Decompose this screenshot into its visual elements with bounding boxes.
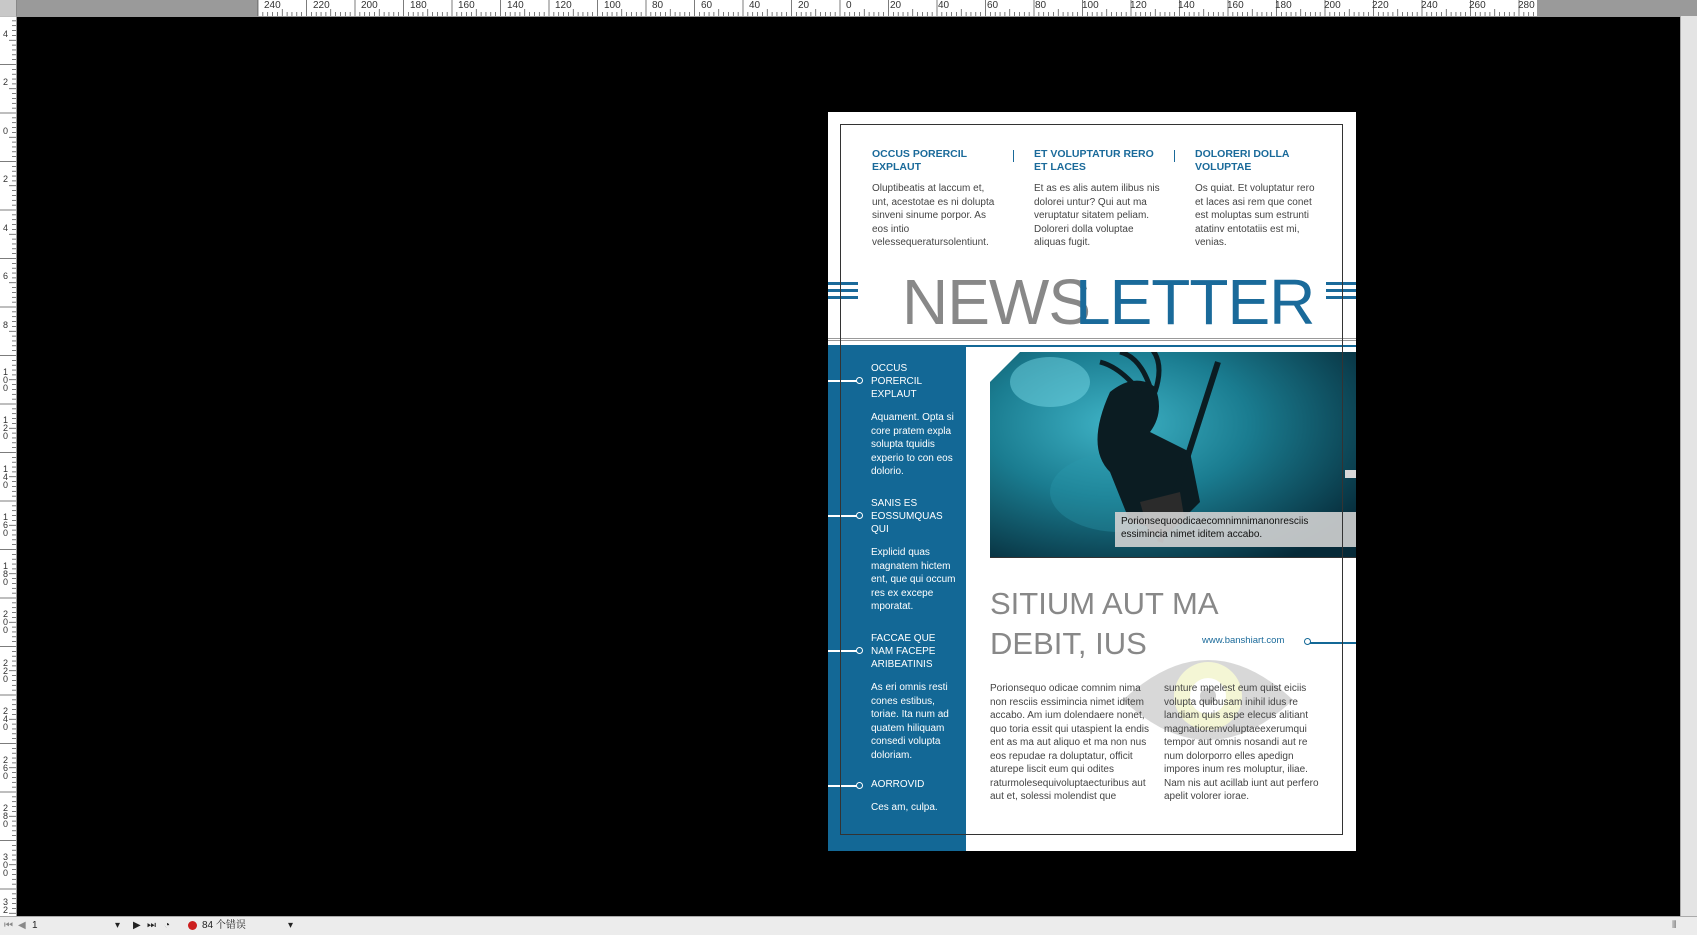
ruler-label: 280 xyxy=(2,803,8,829)
ruler-label: 300 xyxy=(2,852,8,878)
first-page-icon[interactable]: ⏮ xyxy=(4,920,13,931)
sidebar-item-text: Ces am, culpa. xyxy=(871,802,938,813)
column-text: Oluptibeatis at laccum et, unt, acestotae es ni dolupta sinveni sinume porpor. As eos intio velessequeratursolentiunt. xyxy=(872,183,995,248)
masthead-rule xyxy=(828,340,1356,341)
photo-caption: Porionsequoodicaecomnimnimanonresciis essimincia nimet iditem accabo. xyxy=(1115,512,1356,547)
column-heading: OCCUS PORERCIL EXPLAUT xyxy=(872,148,967,173)
ruler-label: 2 xyxy=(2,77,8,87)
vertical-scrollbar[interactable] xyxy=(1680,16,1697,916)
article-body-column-2: sunture mpelest eum quist eiciis volupta quibusam inihil idus re landiam quis aspe elecus alitiant magnatioremvoluptaeexerumqui tempor aut omnis nosandi aut re num dolorporro elles apedign impores inum res moluptur, iliae. Nam nis aut acillab iunt aut perfero apelit volorer iorae. xyxy=(1164,683,1319,802)
masthead-title-news: NEWS xyxy=(902,266,1090,338)
concert-photo[interactable] xyxy=(990,352,1356,557)
ruler-origin-corner[interactable] xyxy=(0,0,17,16)
sidebar-item-title: OCCUS PORERCIL EXPLAUT xyxy=(871,363,922,400)
ruler-label: 120 xyxy=(1130,0,1147,11)
ruler-label: 220 xyxy=(313,0,330,11)
ruler-label: 240 xyxy=(1421,0,1438,11)
ruler-label: 4 xyxy=(2,223,8,233)
ruler-label: 100 xyxy=(1082,0,1099,11)
ruler-label: 220 xyxy=(2,658,8,684)
ruler-label: 160 xyxy=(1227,0,1244,11)
ruler-label: 200 xyxy=(361,0,378,11)
sidebar-item-text: Explicid quas magnatem hictem ent, que qui occum res ex excepe mporatat. xyxy=(871,547,956,612)
ruler-label: 40 xyxy=(749,0,761,11)
page-number-field[interactable]: 1 xyxy=(32,920,38,931)
error-status-icon xyxy=(188,921,197,930)
last-page-icon[interactable]: ⏭ xyxy=(147,920,156,931)
ruler-label: 200 xyxy=(2,609,8,635)
sidebar-bullet-icon xyxy=(856,377,863,384)
ruler-label: 240 xyxy=(264,0,281,11)
sidebar-connector-line xyxy=(828,380,858,382)
ruler-label: 8 xyxy=(2,320,8,330)
ruler-label: 100 xyxy=(604,0,621,11)
top-column-1 xyxy=(872,148,1000,250)
ruler-label: 4 xyxy=(2,29,8,39)
error-menu-dropdown-icon[interactable]: ▾ xyxy=(288,920,294,931)
sidebar-item xyxy=(871,497,957,614)
document-page[interactable] xyxy=(828,112,1356,851)
ruler-label: 220 xyxy=(1372,0,1389,11)
next-page-icon[interactable]: ▶ xyxy=(133,920,141,931)
top-column-3 xyxy=(1195,148,1323,250)
ruler-label: 160 xyxy=(458,0,475,11)
previous-page-icon[interactable]: ◀ xyxy=(18,920,26,931)
sidebar-connector-line xyxy=(828,650,858,652)
ruler-label: 20 xyxy=(890,0,902,11)
ruler-label: 60 xyxy=(701,0,713,11)
column-text: Et as es alis autem ilibus nis dolorei untur? Qui aut ma veruptatur sitatem peliam. Doloreri dolla voluptae aliquas fugit. xyxy=(1034,183,1160,248)
column-heading: ET VOLUPTATUR RERO ET LACES xyxy=(1034,148,1154,173)
photo-frame-edge xyxy=(990,557,1356,558)
sidebar-connector-line xyxy=(828,515,858,517)
column-text: Os quiat. Et voluptatur rero et laces asi rem que conet est moluptas sum estrunti atatinv entotatiis est mi, venias. xyxy=(1195,183,1315,248)
horizontal-ruler[interactable] xyxy=(0,0,1697,17)
sidebar-connector-line xyxy=(828,785,858,787)
sidebar-item-title: SANIS ES EOSSUMQUAS QUI xyxy=(871,498,943,535)
ruler-label: 0 xyxy=(2,126,8,136)
ruler-label: 260 xyxy=(2,755,8,781)
sidebar-bullet-icon xyxy=(856,512,863,519)
vertical-ruler[interactable] xyxy=(0,16,17,916)
ruler-label: 2 xyxy=(2,174,8,184)
sidebar-bullet-icon xyxy=(856,782,863,789)
status-bar xyxy=(0,916,1697,935)
ruler-label: 180 xyxy=(1275,0,1292,11)
url-bullet-icon xyxy=(1304,638,1311,645)
ruler-label: 140 xyxy=(507,0,524,11)
sidebar-item-text: Aquament. Opta si core pratem expla solupta tquidis experio to con eos dolorio. xyxy=(871,412,954,477)
error-count-label[interactable]: 84 个错误 xyxy=(202,920,246,931)
sidebar-item xyxy=(871,632,957,762)
ruler-label: 20 xyxy=(798,0,810,11)
article-body-column-1: Porionsequo odicae comnim nima non resciis essimincia nimet iditem accabo. Am ium dolendaere nonet, quo toria essit qui utaspient la endis ent as ma aut aliquo et ma non nus eos repudae ra doluptatur, officit aturepe liscit eum qui odites raturmolesequivoluptaecturibus aut aut et, solessi molendist que xyxy=(990,683,1149,802)
ruler-label: 240 xyxy=(2,706,8,732)
masthead-title-letter: LETTER xyxy=(1075,266,1315,338)
ruler-label: 180 xyxy=(410,0,427,11)
ruler-label: 260 xyxy=(1469,0,1486,11)
ruler-label: 140 xyxy=(2,464,8,490)
ruler-label: 200 xyxy=(1324,0,1341,11)
url-connector-line xyxy=(1310,642,1356,644)
ruler-label: 80 xyxy=(652,0,664,11)
preflight-icon[interactable]: ◔ xyxy=(164,920,171,931)
ruler-label: 280 xyxy=(1518,0,1535,11)
ruler-label: 60 xyxy=(987,0,999,11)
ruler-label: 80 xyxy=(1035,0,1047,11)
ruler-label: 140 xyxy=(1178,0,1195,11)
sidebar-item-title: AORROVID xyxy=(871,779,925,790)
article-headline: SITIUM AUT MA DEBIT, IUS xyxy=(990,586,1217,661)
sidebar-item xyxy=(871,778,957,815)
top-column-2 xyxy=(1034,148,1162,250)
page-dropdown-icon[interactable]: ▾ xyxy=(115,920,121,931)
column-divider xyxy=(1013,150,1014,162)
ruler-label: 0 xyxy=(846,0,852,11)
resize-grip-icon[interactable]: ⦀ xyxy=(1672,920,1677,931)
sidebar-item-title: FACCAE QUE NAM FACEPE ARIBEATINIS xyxy=(871,633,936,670)
ruler-label: 160 xyxy=(2,512,8,538)
ruler-label: 32 xyxy=(2,897,8,915)
ruler-label: 40 xyxy=(938,0,950,11)
ruler-label: 120 xyxy=(555,0,572,11)
sidebar-bullet-icon xyxy=(856,647,863,654)
website-url[interactable]: www.banshiart.com xyxy=(1202,635,1285,646)
ruler-label: 6 xyxy=(2,271,8,281)
column-divider xyxy=(1174,150,1175,162)
ruler-label: 180 xyxy=(2,561,8,587)
sidebar-item xyxy=(871,362,957,479)
ruler-label: 100 xyxy=(2,367,8,393)
column-heading: DOLORERI DOLLA VOLUPTAE xyxy=(1195,148,1290,173)
masthead xyxy=(828,264,1356,336)
sidebar-item-text: As eri omnis resti cones estibus, toriae. Ita num ad quatem hiliquam consedi volupta doloriam. xyxy=(871,682,949,761)
masthead-rule xyxy=(828,338,1356,339)
ruler-label: 120 xyxy=(2,415,8,441)
